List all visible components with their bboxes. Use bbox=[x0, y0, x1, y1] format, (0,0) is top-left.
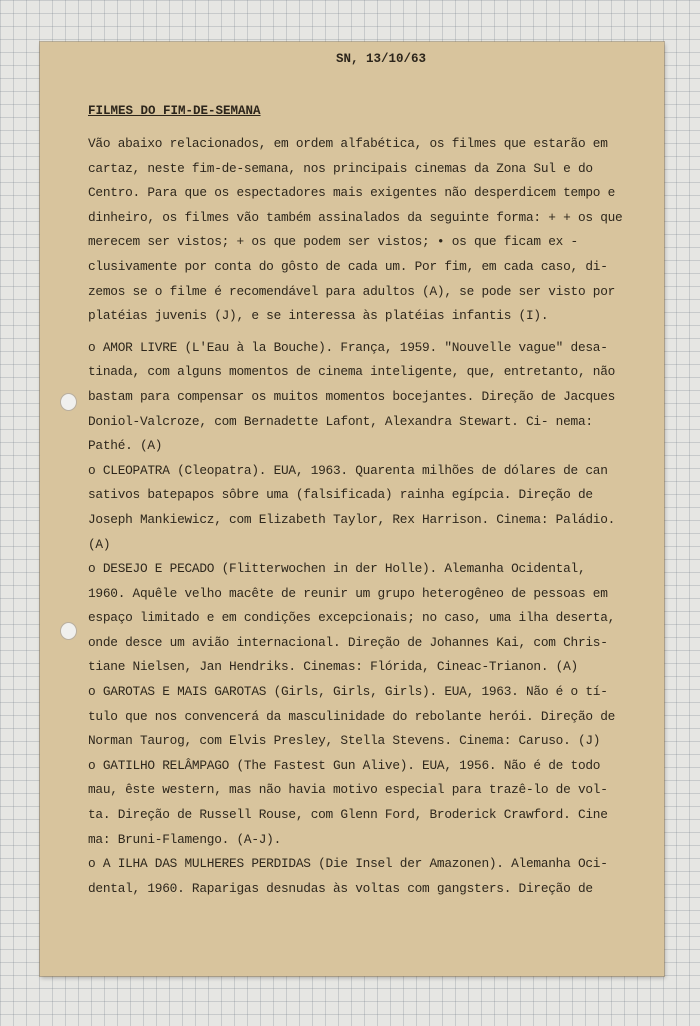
body-text bbox=[88, 132, 628, 901]
film-entry: o GATILHO RELÂMPAGO (The Fastest Gun Alive). EUA, 1956. Não é de todo mau, êste western, mas não havia motivo especial para trazê-lo de vol- ta. Direção de Russell Rouse, com Glenn Ford, Broderick Crawford. Cine ma: Bruni-Flamengo. (A-J). bbox=[88, 757, 608, 847]
punch-hole-bottom bbox=[60, 622, 77, 640]
punch-hole-top bbox=[60, 393, 77, 411]
film-entry: o DESEJO E PECADO (Flitterwochen in der Holle). Alemanha Ocidental, 1960. Aquêle velho macête de reunir um grupo heterogêneo de pessoas em espaço limitado e em condições excepcionais; no caso, uma ilha deserta, onde desce um avião internacional. Direção de Johannes Kai, com Chris- tiane Nielsen, Jan Hendriks. Cinemas: Flórida, Cineac-Trianon. (A) bbox=[88, 561, 616, 675]
film-entry: o GAROTAS E MAIS GAROTAS (Girls, Girls, Girls). EUA, 1963. Não é o tí- tulo que nos convencerá da masculinidade do rebolante herói. Direção de Norman Taurog, com Elvis Presley, Stella Stevens. Cinema: Caruso. (J) bbox=[88, 684, 616, 749]
typewritten-page bbox=[40, 42, 664, 976]
section-title: FILMES DO FIM-DE-SEMANA bbox=[88, 104, 261, 118]
film-entry: o CLEOPATRA (Cleopatra). EUA, 1963. Quarenta milhões de dólares de can sativos batepapos sôbre uma (falsificada) rainha egípcia. Direção de Joseph Mankiewicz, com Elizabeth Taylor, Rex Harrison. Cinema: Paládio. (A) bbox=[88, 462, 616, 552]
film-entry: o AMOR LIVRE (L'Eau à la Bouche). França, 1959. "Nouvelle vague" desa- tinada, com alguns momentos de cinema inteligente, que, entretanto, não bastam para compensar os muitos momentos bocejantes. Direção de Jacques Doniol-Valcroze, com Bernadette Lafont, Alexandra Stewart. Ci- nema: Pathé. (A) bbox=[88, 339, 616, 454]
film-entry: o A ILHA DAS MULHERES PERDIDAS (Die Insel der Amazonen). Alemanha Oci- dental, 1960. Raparigas desnudas às voltas com gangsters. Direção de bbox=[88, 856, 608, 896]
intro-paragraph: Vão abaixo relacionados, em ordem alfabética, os filmes que estarão em cartaz, neste fim-de-semana, nos principais cinemas da Zona Sul e do Centro. Para que os espectadores mais exigentes não desperdicem tempo e dinheiro, os filmes vão também assinalados da seguinte forma: + + os que merecem ser vistos; + os que podem ser vistos; • os que ficam ex - clusivamente por conta do gôsto de cada um. Por fim, em cada caso, di- zemos se o filme é recomendável para adultos (A), se pode ser visto por platéias juvenis (J), e se interessa às platéias infantis (I). bbox=[88, 136, 623, 324]
document-date-header: SN, 13/10/63 bbox=[336, 52, 427, 66]
